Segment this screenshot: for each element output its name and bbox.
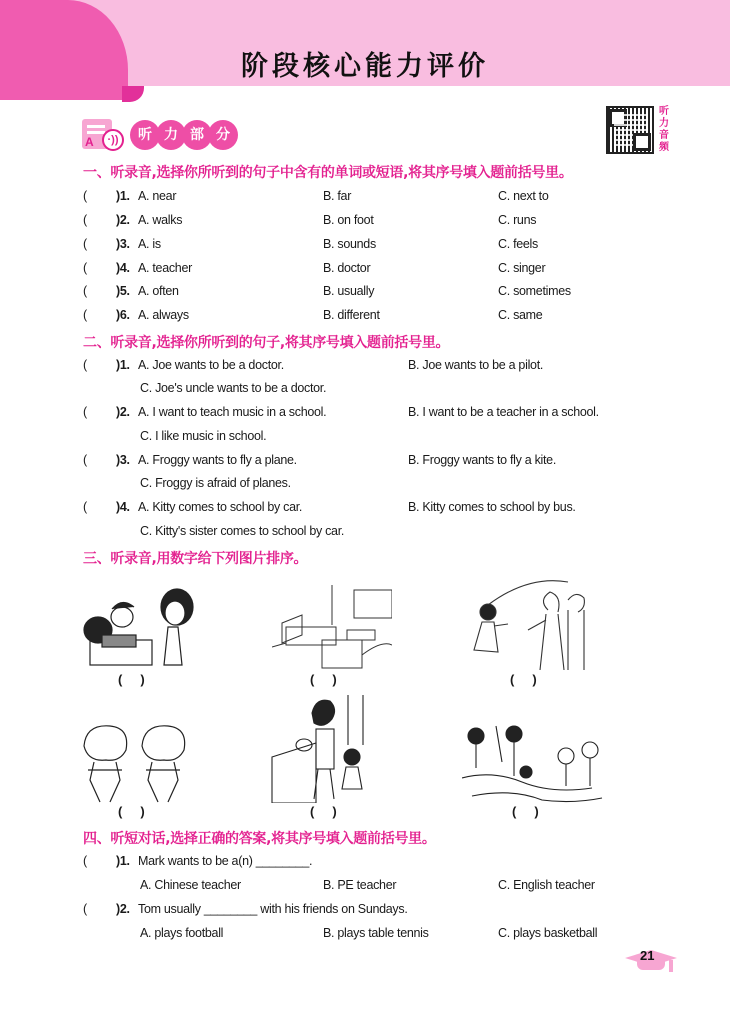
option-a: A. I want to teach music in a school. — [138, 405, 327, 419]
option-a: A. is — [138, 237, 161, 251]
picture-order-blank[interactable]: ( ) — [310, 672, 337, 687]
picture-order-blank[interactable]: ( ) — [512, 804, 539, 819]
option-c: C. same — [498, 308, 543, 322]
picture-order-blank[interactable]: ( ) — [310, 804, 337, 819]
answer-blank[interactable]: ( — [83, 453, 87, 467]
answer-blank[interactable]: ( — [83, 237, 87, 251]
option-c: C. I like music in school. — [140, 429, 267, 443]
qr-label: 听力音频 — [659, 106, 669, 153]
answer-blank[interactable]: ( — [83, 405, 87, 419]
option-b: B. plays table tennis — [323, 926, 429, 940]
option-a: A. teacher — [138, 261, 192, 275]
option-c: C. singer — [498, 261, 546, 275]
section4-title: 四、听短对话,选择正确的答案,将其序号填入题前括号里。 — [83, 831, 436, 847]
picture-chess — [82, 585, 202, 670]
answer-blank[interactable]: ( — [83, 189, 87, 203]
page-number-badge — [625, 946, 681, 978]
header-curl-decoration — [122, 86, 144, 102]
option-c: C. Froggy is afraid of planes. — [140, 476, 291, 490]
question-stem: Tom usually ________ with his friends on Sundays. — [138, 902, 408, 916]
picture-living-room — [272, 585, 392, 670]
option-c: C. runs — [498, 213, 537, 227]
option-b: B. sounds — [323, 237, 376, 251]
picture-fishing-river — [462, 722, 610, 804]
page-number: 21 — [640, 948, 655, 963]
option-b: B. on foot — [323, 213, 374, 227]
page-title: 阶段核心能力评价 — [241, 51, 489, 82]
answer-blank[interactable]: ( — [83, 500, 87, 514]
question-stem: Mark wants to be a(n) ________. — [138, 854, 313, 868]
option-b: B. I want to be a teacher in a school. — [408, 405, 599, 419]
answer-blank[interactable]: ( — [83, 261, 87, 275]
option-b: B. Joe wants to be a pilot. — [408, 358, 544, 372]
option-c: C. next to — [498, 189, 549, 203]
section2-title: 二、听录音,选择你所听到的句子,将其序号填入题前括号里。 — [83, 335, 450, 351]
section3-title: 三、听录音,用数字给下列图片排序。 — [83, 551, 308, 567]
option-b: B. usually — [323, 284, 375, 298]
speaker-icon: ·)) — [102, 129, 124, 151]
answer-blank[interactable]: ( — [83, 284, 87, 298]
picture-girl-running — [468, 580, 598, 670]
option-a: A. Chinese teacher — [140, 878, 241, 892]
option-c: C. English teacher — [498, 878, 595, 892]
option-a: A. near — [138, 189, 177, 203]
answer-blank[interactable]: ( — [83, 358, 87, 372]
answer-blank[interactable]: ( — [83, 854, 87, 868]
option-a: A. walks — [138, 213, 183, 227]
option-b: B. PE teacher — [323, 878, 397, 892]
option-b: B. Froggy wants to fly a kite. — [408, 453, 557, 467]
option-b: B. doctor — [323, 261, 371, 275]
option-b: B. far — [323, 189, 352, 203]
option-c: C. Kitty's sister comes to school by car. — [140, 524, 345, 538]
listening-audio-icon: A ·)) — [82, 117, 126, 153]
option-b: B. different — [323, 308, 380, 322]
picture-order-blank[interactable]: ( ) — [118, 672, 145, 687]
listening-part-heading — [82, 116, 234, 154]
option-b: B. Kitty comes to school by bus. — [408, 500, 576, 514]
qr-code-icon[interactable] — [606, 106, 654, 154]
picture-kitchen-cooking — [268, 695, 386, 803]
option-c: C. plays basketball — [498, 926, 598, 940]
option-a: A. always — [138, 308, 189, 322]
answer-blank[interactable]: ( — [83, 902, 87, 916]
option-c: C. sometimes — [498, 284, 571, 298]
option-c: C. Joe's uncle wants to be a doctor. — [140, 381, 327, 395]
option-a: A. Froggy wants to fly a plane. — [138, 453, 297, 467]
answer-blank[interactable]: ( — [83, 213, 87, 227]
picture-order-blank[interactable]: ( ) — [510, 672, 537, 687]
section1-title: 一、听录音,选择你所听到的句子中含有的单词或短语,将其序号填入题前括号里。 — [83, 165, 573, 181]
part-label: 听 力 部 分 — [130, 120, 234, 150]
picture-twin-girls — [80, 722, 200, 804]
picture-order-blank[interactable]: ( ) — [118, 804, 145, 819]
option-c: C. feels — [498, 237, 538, 251]
option-a: A. often — [138, 284, 179, 298]
option-a: A. Kitty comes to school by car. — [138, 500, 303, 514]
option-a: A. plays football — [140, 926, 224, 940]
option-a: A. Joe wants to be a doctor. — [138, 358, 284, 372]
answer-blank[interactable]: ( — [83, 308, 87, 322]
